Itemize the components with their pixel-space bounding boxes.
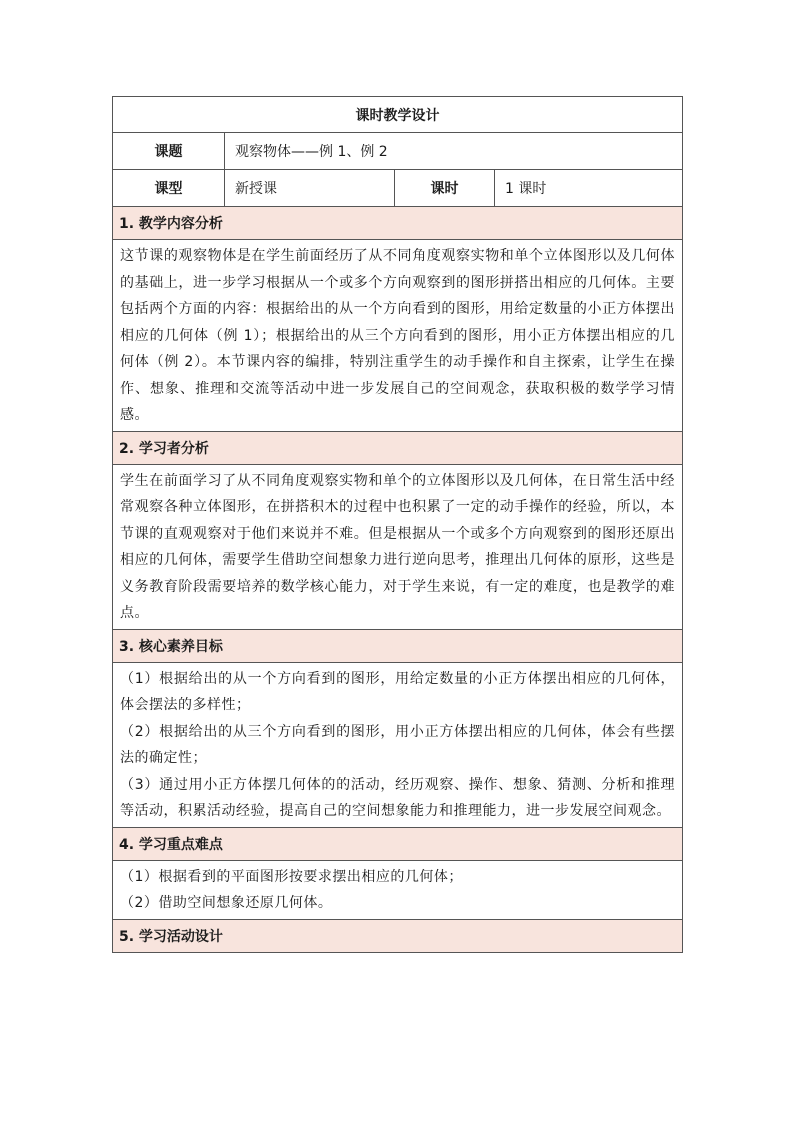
lesson-design-table [112, 96, 683, 953]
class-hours-value: 1 课时 [495, 170, 683, 207]
goal-item-3: （3）通过用小正方体摆几何体的的活动，经历观察、操作、想象、猜测、分析和推理等活动，积累活动经验，提高自己的空间想象能力和推理能力，进一步发展空间观念。 [120, 776, 675, 819]
key-point-item-2: （2）借助空间想象还原几何体。 [120, 895, 333, 911]
goal-item-1: （1）根据给出的从一个方向看到的图形，用给定数量的小正方体摆出相应的几何体，体会摆法的多样性； [120, 670, 675, 713]
paragraph: 这节课的观察物体是在学生前面经历了从不同角度观察实物和单个立体图形以及几何体的基础上，进一步学习根据从一个或多个方向观察到的图形拼搭出相应的几何体。主要包括两个方面的内容：根据给出的从一个方向看到的图形，用给定数量的小正方体摆出相应的几何体（例 1）；根据给出的从三个方向看到的图形，用小正方体摆出相应的几何体（例 2）。本节课内容的编排，特别注重学生的动手操作和自主探索，让学生在操作、想象、推理和交流等活动中进一步发展自己的空间观念，获取积极的数学学习情感。 [120, 248, 675, 423]
class-hours-label: 课时 [395, 170, 495, 207]
section-heading-key-difficulties: 4. 学习重点难点 [113, 827, 683, 860]
section-heading-learner-analysis: 2. 学习者分析 [113, 431, 683, 464]
paragraph: 学生在前面学习了从不同角度观察实物和单个的立体图形以及几何体，在日常生活中经常观察各种立体图形，在拼搭积木的过程中也积累了一定的动手操作的经验，所以，本节课的直观观察对于他们来说并不难。但是根据从一个或多个方向观察到的图形还原出相应的几何体，需要学生借助空间想象力进行逆向思考，推理出几何体的原形，这些是义务教育阶段需要培养的数学核心能力，对于学生来说，有一定的难度，也是教学的难点。 [120, 472, 675, 621]
lesson-type-value: 新授课 [225, 170, 395, 207]
key-point-item-1: （1）根据看到的平面图形按要求摆出相应的几何体； [120, 868, 463, 885]
table-title: 课时教学设计 [113, 97, 683, 133]
topic-value: 观察物体——例 1、例 2 [225, 133, 683, 170]
section-heading-core-literacy-goals: 3. 核心素养目标 [113, 629, 683, 662]
section-heading-content-analysis: 1. 教学内容分析 [113, 207, 683, 240]
lesson-type-label: 课型 [113, 170, 225, 207]
section-heading-activity-design: 5. 学习活动设计 [113, 919, 683, 952]
section-body-learner-analysis [113, 464, 683, 629]
topic-label: 课题 [113, 133, 225, 170]
goal-item-2: （2）根据给出的从三个方向看到的图形，用小正方体摆出相应的几何体，体会有些摆法的确定性； [120, 723, 675, 766]
section-body-key-difficulties [113, 860, 683, 919]
section-body-core-literacy-goals [113, 662, 683, 827]
section-body-content-analysis [113, 240, 683, 432]
